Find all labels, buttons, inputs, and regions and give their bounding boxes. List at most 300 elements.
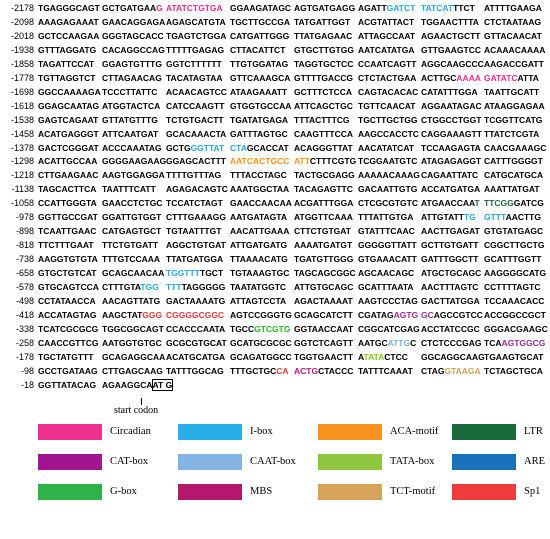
sequence-block bbox=[294, 351, 353, 364]
sequence-block bbox=[166, 281, 225, 294]
sequence-block bbox=[294, 281, 353, 294]
sequence-segment: GATCG bbox=[513, 198, 544, 209]
motif-segment: GTTT bbox=[484, 212, 506, 223]
sequence-segment: CTCC bbox=[384, 351, 408, 362]
sequence-block bbox=[484, 114, 542, 127]
sequence-segment: GGGTAGCACC bbox=[102, 30, 164, 41]
sequence-segment: AGAAGGCA bbox=[102, 379, 153, 390]
sequence-segment: ATTGATGATG bbox=[230, 240, 288, 251]
sequence-block bbox=[294, 309, 353, 322]
sequence-block bbox=[484, 323, 548, 336]
sequence-block bbox=[421, 142, 481, 155]
sequence-block bbox=[102, 16, 165, 29]
legend-swatch bbox=[318, 454, 382, 470]
sequence-block bbox=[294, 295, 353, 308]
sequence-segment: AGAGCATGTA bbox=[166, 16, 226, 27]
sequence-segment: ACAAACAAAA bbox=[484, 44, 546, 55]
sequence-block bbox=[421, 2, 475, 15]
sequence-segment: CGATAG bbox=[358, 309, 394, 320]
motif-segment: GGG bbox=[142, 309, 163, 320]
sequence-segment: GTTCAAAGCA bbox=[230, 72, 291, 83]
sequence-block bbox=[166, 72, 223, 85]
sequence-block bbox=[230, 323, 290, 336]
sequence-row bbox=[0, 225, 550, 238]
sequence-row bbox=[0, 337, 550, 350]
sequence-segment: TCAATTGAAC bbox=[38, 226, 97, 237]
sequence-block bbox=[166, 58, 222, 71]
sequence-block bbox=[358, 211, 413, 224]
sequence-segment: GACTAAAATG bbox=[166, 295, 226, 306]
sequence-block bbox=[166, 86, 227, 99]
sequence-block bbox=[294, 197, 353, 210]
sequence-segment: GTTTAGGATG bbox=[38, 44, 97, 55]
sequence-block bbox=[230, 267, 289, 280]
sequence-block bbox=[38, 155, 97, 168]
sequence-block bbox=[230, 225, 289, 238]
legend-item bbox=[452, 454, 550, 470]
sequence-block bbox=[38, 86, 101, 99]
sequence-segment: GGAGTGTTTG bbox=[102, 58, 162, 69]
sequence-block bbox=[230, 337, 292, 350]
motif-segment: GC bbox=[421, 309, 434, 320]
sequence-segment: TGTTCAACAT bbox=[358, 100, 416, 111]
legend-swatch bbox=[318, 424, 382, 440]
sequence-block bbox=[38, 44, 96, 57]
sequence-segment: GGAGCACTTT bbox=[166, 156, 226, 167]
sequence-block bbox=[421, 44, 481, 57]
sequence-segment: GTGGTGCCAA bbox=[230, 100, 292, 111]
sequence-block bbox=[38, 30, 99, 43]
sequence-segment: CGGCTTGCTG bbox=[484, 240, 545, 251]
sequence-segment: ACATTGCCAA bbox=[38, 156, 98, 167]
sequence-row bbox=[0, 169, 550, 182]
sequence-block bbox=[38, 16, 99, 29]
sequence-segment: TGGAACTTTA bbox=[421, 16, 479, 27]
sequence-block bbox=[421, 169, 478, 182]
sequence-block bbox=[294, 2, 355, 15]
sequence-block bbox=[421, 128, 482, 141]
sequence-segment: GTTATGTTTG bbox=[102, 114, 158, 125]
position-number: -1138 bbox=[11, 184, 34, 195]
sequence-segment: AGGCTGTGAT bbox=[166, 240, 226, 251]
sequence-block bbox=[421, 30, 481, 43]
sequence-block bbox=[294, 323, 353, 336]
sequence-block bbox=[484, 337, 545, 350]
sequence-segment: GTGCTTGTGG bbox=[294, 44, 354, 55]
sequence-block bbox=[166, 128, 226, 141]
sequence-segment: CCACCCAATA bbox=[166, 323, 226, 334]
position-number: -1858 bbox=[10, 58, 34, 69]
sequence-segment: ACCTATCCGC bbox=[421, 323, 480, 334]
sequence-segment: ATTGTATT bbox=[421, 212, 464, 223]
sequence-segment: GTGCTGTCAT bbox=[38, 268, 97, 279]
sequence-segment: TTCTGTGATT bbox=[102, 240, 159, 251]
sequence-block bbox=[484, 44, 545, 57]
sequence-segment: TACTGCGAGG bbox=[294, 170, 355, 181]
sequence-block bbox=[230, 309, 292, 322]
sequence-segment: AAGGGGCATG bbox=[484, 268, 547, 279]
start-codon-box: AT G bbox=[152, 379, 173, 390]
legend-item bbox=[318, 484, 454, 500]
sequence-segment: GCGCGTGCAT bbox=[166, 337, 227, 348]
sequence-segment: AACATTGAAA bbox=[230, 226, 290, 237]
legend-item bbox=[178, 454, 314, 470]
sequence-block bbox=[230, 128, 288, 141]
sequence-segment: AGATT bbox=[358, 3, 387, 13]
position-number: -498 bbox=[15, 295, 34, 306]
sequence-segment: TGTAAAGTGC bbox=[230, 268, 290, 279]
sequence-row bbox=[0, 365, 550, 378]
sequence-block bbox=[421, 281, 478, 294]
sequence-segment: ACGTATTACT bbox=[358, 16, 415, 27]
sequence-block bbox=[421, 100, 482, 113]
sequence-segment: CTTGAGCAAG bbox=[102, 365, 163, 376]
sequence-segment: GCTGATGAA bbox=[102, 3, 157, 13]
sequence-block bbox=[294, 225, 351, 238]
sequence-segment: ACATGCATGA bbox=[166, 351, 226, 362]
sequence-block bbox=[294, 114, 350, 127]
sequence-block bbox=[38, 379, 96, 392]
sequence-segment: TTTACCTAGC bbox=[230, 170, 287, 181]
sequence-segment: GGATTGTGGT bbox=[102, 212, 162, 223]
sequence-block bbox=[421, 323, 480, 336]
sequence-block bbox=[38, 337, 98, 350]
sequence-block bbox=[484, 351, 543, 364]
sequence-block bbox=[102, 155, 166, 168]
sequence-segment: CTCGCGTGTC bbox=[358, 198, 418, 209]
sequence-segment: GGCCAAAAGA bbox=[38, 86, 101, 97]
legend-swatch bbox=[318, 484, 382, 500]
sequence-segment: C bbox=[410, 337, 417, 348]
sequence-block bbox=[166, 142, 224, 155]
sequence-segment: AGCCGTCC bbox=[433, 309, 483, 320]
sequence-block bbox=[484, 2, 542, 15]
sequence-segment: TCTGTGACTT bbox=[166, 114, 224, 125]
motif-segment: CGGGGCGGC bbox=[166, 309, 225, 320]
sequence-segment: TGCTATGTTT bbox=[38, 351, 94, 362]
sequence-row bbox=[0, 86, 550, 99]
sequence-block bbox=[102, 253, 160, 266]
sequence-segment: TCA bbox=[484, 337, 502, 348]
sequence-segment: TTATCTCGTA bbox=[484, 128, 540, 139]
sequence-block bbox=[230, 30, 289, 43]
sequence-row bbox=[0, 239, 550, 252]
sequence-segment: TAGGTGCTCC bbox=[294, 58, 354, 69]
position-number: -418 bbox=[15, 309, 34, 320]
motif-segment: GTAAGA bbox=[444, 365, 481, 376]
sequence-segment: AACTTTAGTC bbox=[421, 282, 479, 292]
sequence-segment: AAGTCCCTAG bbox=[358, 295, 418, 306]
sequence-row bbox=[0, 2, 550, 15]
sequence-segment: ACATGAGGGT bbox=[38, 128, 99, 139]
sequence-block bbox=[358, 44, 415, 57]
sequence-block bbox=[294, 128, 353, 141]
legend-item bbox=[318, 424, 454, 440]
sequence-block bbox=[358, 323, 420, 336]
sequence-segment: GCATTTGGTT bbox=[484, 254, 542, 265]
motif-segment: GATCT bbox=[386, 3, 416, 13]
position-number: -258 bbox=[15, 337, 34, 348]
position-number: -1778 bbox=[10, 72, 34, 83]
sequence-block bbox=[102, 281, 159, 294]
sequence-block bbox=[166, 323, 225, 336]
start-codon-pointer bbox=[141, 398, 142, 405]
sequence-segment: TTTACTTTCG bbox=[294, 114, 350, 125]
sequence-block bbox=[421, 337, 481, 350]
sequence-row bbox=[0, 44, 550, 57]
sequence-block bbox=[102, 30, 164, 43]
sequence-block bbox=[358, 365, 413, 378]
sequence-segment: GACAATTGTG bbox=[358, 184, 418, 195]
sequence-block bbox=[294, 239, 352, 252]
sequence-block bbox=[230, 281, 286, 294]
sequence-block bbox=[358, 239, 417, 252]
sequence-block bbox=[230, 169, 287, 182]
sequence-segment: AATCATATGA bbox=[358, 44, 415, 55]
sequence-segment: ATTCAATGAT bbox=[102, 128, 159, 139]
sequence-segment: CTCTAATAAG bbox=[484, 16, 542, 27]
sequence-segment: TCCATCTAGT bbox=[166, 198, 223, 209]
sequence-block bbox=[102, 225, 161, 238]
sequence-segment: TATGATTGGT bbox=[294, 16, 351, 27]
sequence-segment: GGTCTTTTTT bbox=[166, 58, 222, 69]
legend-item bbox=[178, 424, 314, 440]
sequence-segment: GTATTTCAAC bbox=[358, 226, 415, 237]
sequence-block bbox=[166, 225, 221, 238]
legend-swatch bbox=[38, 484, 102, 500]
sequence-segment: GCAGCAACAA bbox=[102, 268, 165, 279]
sequence-block bbox=[38, 365, 98, 378]
sequence-segment: GAACAGGAGA bbox=[102, 16, 166, 27]
sequence-segment: TTGTGGATAG bbox=[230, 58, 289, 69]
sequence-row bbox=[0, 16, 550, 29]
sequence-block bbox=[484, 281, 541, 294]
motif-segment: CTA bbox=[230, 142, 247, 153]
sequence-segment: GGGGGTTATT bbox=[358, 240, 417, 251]
position-number: -1058 bbox=[10, 198, 34, 209]
sequence-segment: AACTTGAGAT bbox=[421, 226, 480, 237]
sequence-segment: ATTTTGAAGA bbox=[484, 3, 542, 13]
sequence-block bbox=[230, 365, 289, 378]
sequence-segment: CATTTGGGGT bbox=[484, 156, 543, 167]
sequence-segment: GAACCTCTGC bbox=[102, 198, 163, 209]
sequence-block bbox=[421, 86, 478, 99]
motif-segment: TTCGG bbox=[484, 198, 514, 209]
sequence-segment: AAAGAGAAAT bbox=[38, 16, 99, 27]
sequence-segment: TACATAGTAA bbox=[166, 72, 223, 83]
sequence-row bbox=[0, 323, 550, 336]
sequence-block bbox=[421, 295, 480, 308]
sequence-block bbox=[484, 169, 543, 182]
position-number: -1218 bbox=[10, 170, 34, 181]
sequence-segment: TCATCGCGCG bbox=[38, 323, 99, 334]
sequence-segment: ATGGTTCAAA bbox=[294, 212, 353, 223]
sequence-block bbox=[358, 197, 418, 210]
legend-swatch bbox=[452, 484, 516, 500]
sequence-segment: AAAATGATGT bbox=[294, 240, 353, 251]
sequence-segment: GGTAACCAAT bbox=[294, 323, 354, 334]
sequence-block bbox=[102, 267, 164, 280]
sequence-block bbox=[102, 337, 162, 350]
sequence-block bbox=[166, 365, 224, 378]
sequence-segment: TAGCACTTCA bbox=[38, 184, 97, 195]
sequence-block bbox=[230, 211, 287, 224]
sequence-block bbox=[484, 365, 543, 378]
sequence-block bbox=[358, 100, 415, 113]
sequence-segment: TTTGTCCAAA bbox=[102, 254, 161, 265]
sequence-segment: CTTTGTA bbox=[102, 282, 141, 292]
sequence-row bbox=[0, 155, 550, 168]
legend-swatch bbox=[178, 484, 242, 500]
position-number: -1298 bbox=[10, 156, 34, 167]
legend-label: LTR bbox=[524, 426, 543, 437]
sequence-block bbox=[294, 30, 352, 43]
sequence-block bbox=[421, 155, 481, 168]
sequence-block bbox=[38, 72, 95, 85]
sequence-block bbox=[166, 351, 225, 364]
motif-segment: GGTTAT bbox=[190, 142, 225, 153]
sequence-segment: AGTCCGGGTG bbox=[230, 309, 292, 320]
sequence-segment: GATTTAGTGC bbox=[230, 128, 288, 139]
sequence-segment: TACAGAGTTC bbox=[294, 184, 353, 195]
sequence-segment: ATTA bbox=[517, 72, 539, 83]
sequence-segment: GGTTATACAG bbox=[38, 379, 97, 390]
sequence-block bbox=[166, 239, 226, 252]
sequence-block bbox=[484, 155, 543, 168]
sequence-block bbox=[38, 142, 99, 155]
sequence-segment: ATAAGAAATT bbox=[230, 86, 288, 97]
sequence-block bbox=[166, 2, 223, 15]
sequence-block bbox=[484, 183, 540, 196]
sequence-block bbox=[230, 155, 289, 168]
sequence-segment: CTCTACTGAA bbox=[358, 72, 417, 83]
motif-segment: TTT bbox=[166, 282, 182, 292]
sequence-row bbox=[0, 295, 550, 308]
sequence-block bbox=[166, 155, 226, 168]
position-number: -2098 bbox=[10, 16, 34, 27]
sequence-segment: TGATGTTGGG bbox=[294, 254, 354, 265]
sequence-segment: AGAGACAGTC bbox=[166, 184, 228, 195]
sequence-segment: TGAGTCTGGA bbox=[166, 30, 227, 41]
start-codon-label: start codon bbox=[114, 405, 159, 416]
sequence-segment: AGACTAAAAT bbox=[294, 295, 353, 306]
sequence-segment: CCTATAACCA bbox=[38, 295, 96, 306]
sequence-block bbox=[358, 253, 417, 266]
sequence-block bbox=[484, 225, 543, 238]
position-number: -18 bbox=[20, 379, 34, 390]
sequence-block bbox=[102, 58, 162, 71]
sequence-block bbox=[102, 114, 158, 127]
sequence-block bbox=[358, 183, 417, 196]
sequence-block bbox=[294, 58, 353, 71]
sequence-segment: GACTTATGGA bbox=[421, 295, 480, 306]
sequence-block bbox=[358, 142, 414, 155]
sequence-segment: GCATTTAATA bbox=[358, 282, 414, 292]
sequence-segment: TTATGAGAAC bbox=[294, 30, 353, 41]
motif-segment: ATT bbox=[294, 156, 310, 167]
sequence-segment: GTTTTGACCG bbox=[294, 72, 354, 83]
sequence-block bbox=[421, 197, 480, 210]
sequence-segment: CTTAGAACAG bbox=[102, 72, 162, 83]
sequence-segment: CAGTACACAC bbox=[358, 86, 419, 97]
sequence-segment: TTATGATGGA bbox=[166, 254, 224, 265]
sequence-segment: TGAAGTGCAT bbox=[484, 351, 544, 362]
sequence-segment: CTGGCCTGGT bbox=[421, 114, 482, 125]
sequence-block bbox=[484, 128, 539, 141]
sequence-block bbox=[358, 16, 414, 29]
sequence-segment: CTACCC bbox=[318, 365, 354, 376]
sequence-block bbox=[38, 58, 94, 71]
sequence-block bbox=[102, 183, 156, 196]
sequence-segment: TAGGGGG bbox=[181, 282, 226, 292]
sequence-segment: AATGC bbox=[358, 337, 388, 348]
sequence-segment: AGCAACAGC bbox=[358, 268, 415, 279]
sequence-block bbox=[484, 295, 544, 308]
sequence-segment: GCAGCATCTT bbox=[294, 309, 353, 320]
sequence-segment: ACCGGCCGCT bbox=[484, 309, 546, 320]
sequence-segment: GGGACGAAGC bbox=[484, 323, 548, 334]
sequence-block bbox=[421, 239, 478, 252]
sequence-segment: AGGAATAGAC bbox=[421, 100, 482, 111]
sequence-block bbox=[358, 30, 415, 43]
sequence-block bbox=[484, 16, 541, 29]
sequence-segment: GTGAAACATT bbox=[358, 254, 417, 265]
sequence-segment: AATGGTGTGC bbox=[102, 337, 162, 348]
position-number: -1538 bbox=[10, 114, 34, 125]
sequence-segment: CTCTCCCGAG bbox=[421, 337, 482, 348]
sequence-block bbox=[294, 253, 353, 266]
sequence-block bbox=[484, 211, 541, 224]
sequence-block bbox=[294, 142, 353, 155]
sequence-block bbox=[230, 44, 285, 57]
sequence-block bbox=[358, 169, 420, 182]
position-number: -1698 bbox=[10, 86, 34, 97]
sequence-block bbox=[38, 295, 96, 308]
sequence-block bbox=[38, 100, 99, 113]
sequence-block bbox=[421, 365, 481, 378]
sequence-block bbox=[102, 142, 162, 155]
legend-item bbox=[38, 484, 174, 500]
sequence-segment: TAATTGCATT bbox=[484, 86, 540, 97]
position-number: -1458 bbox=[10, 128, 34, 139]
sequence-segment: AGTGATGAGG bbox=[294, 3, 356, 13]
sequence-segment: GCAGATGGCC bbox=[230, 351, 292, 362]
sequence-block bbox=[358, 114, 418, 127]
sequence-segment: A bbox=[358, 351, 364, 362]
sequence-block bbox=[358, 295, 418, 308]
sequence-block bbox=[102, 128, 158, 141]
sequence-row bbox=[0, 128, 550, 141]
legend-swatch bbox=[38, 424, 102, 440]
legend-item bbox=[318, 454, 454, 470]
sequence-segment: CCAATCAGTT bbox=[358, 58, 417, 69]
position-number: -658 bbox=[15, 268, 34, 279]
sequence-block bbox=[421, 225, 480, 238]
sequence-segment: GCTG bbox=[166, 142, 191, 153]
sequence-block bbox=[358, 267, 414, 280]
sequence-block bbox=[230, 58, 288, 71]
sequence-segment: AAGCTAT bbox=[102, 309, 143, 320]
sequence-segment: GTGTATGAGC bbox=[484, 226, 544, 237]
sequence-segment: AAGACCGATT bbox=[484, 58, 544, 69]
position-number: -978 bbox=[15, 212, 34, 223]
sequence-block bbox=[484, 100, 545, 113]
sequence-row bbox=[0, 114, 550, 127]
sequence-segment: AGAACTGCTT bbox=[421, 30, 481, 41]
legend-label: ACA-motif bbox=[390, 426, 439, 437]
sequence-block bbox=[38, 267, 96, 280]
sequence-row bbox=[0, 183, 550, 196]
